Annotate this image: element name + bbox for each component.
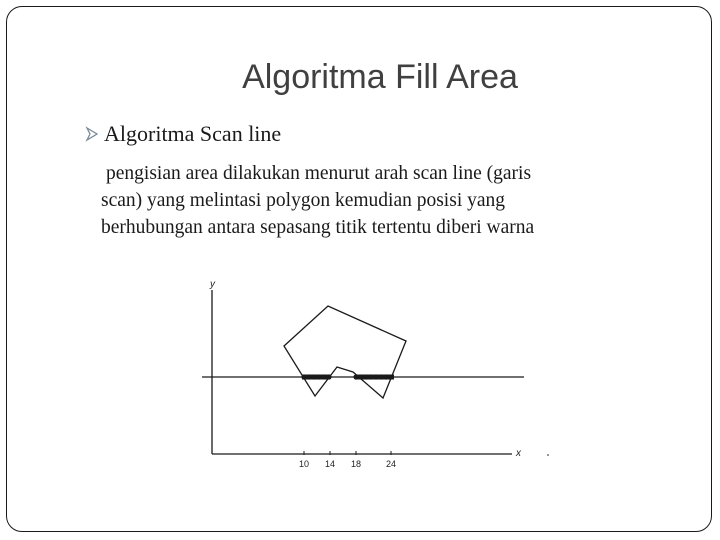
x-tick-label: 14 <box>324 459 336 469</box>
x-tick-label: 18 <box>350 459 362 469</box>
x-axis-label: x <box>516 448 521 459</box>
stray-dot <box>547 454 549 456</box>
x-tick-label: 24 <box>385 459 397 469</box>
x-tick-label: 10 <box>298 459 310 469</box>
paragraph-line: berhubungan antara sepasang titik tertentu diberi warna <box>101 217 535 238</box>
y-axis-label: y <box>210 279 215 290</box>
paragraph-line: pengisian area dilakukan menurut arah scan line (garis <box>106 163 532 184</box>
bullet-text: Algoritma Scan line <box>104 121 282 146</box>
paragraph-line: scan) yang melintasi polygon kemudian posisi yang <box>101 190 506 211</box>
filled-span-left <box>301 374 331 379</box>
slide-title: Algoritma Fill Area <box>242 58 518 96</box>
filled-span-right <box>353 374 394 379</box>
polygon-shape <box>284 306 406 398</box>
